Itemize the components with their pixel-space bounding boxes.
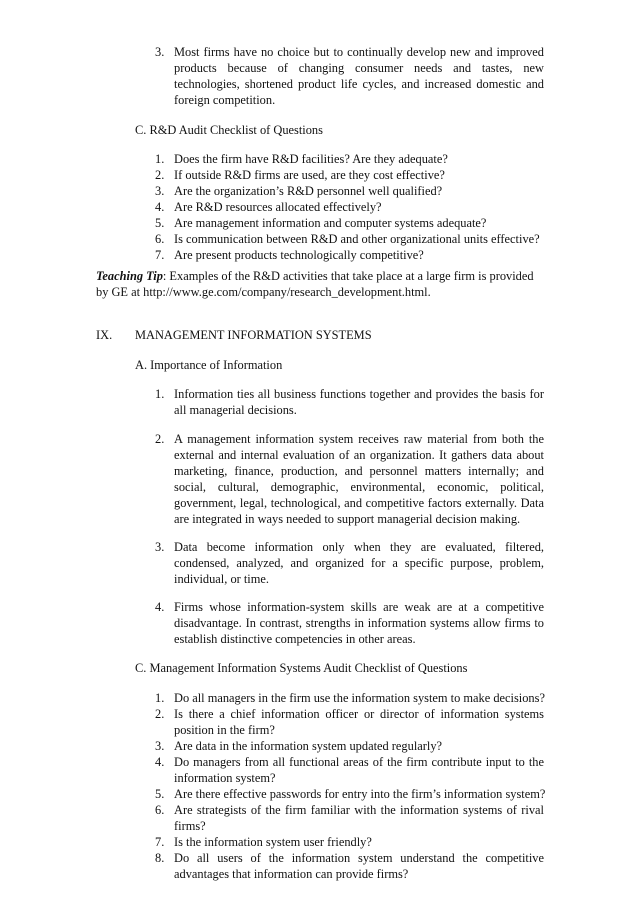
list-number: 1. — [155, 691, 165, 705]
list-number: 3. — [155, 45, 165, 59]
paragraph-line: Data become information only when they are evaluated, filtered, — [174, 540, 544, 554]
paragraph-line: external and internal evaluation of an organization. It gathers data about — [174, 448, 544, 462]
list-number: 3. — [155, 540, 165, 554]
list-number: 4. — [155, 600, 165, 614]
list-number: 2. — [155, 432, 165, 446]
teaching-tip-text: by GE at http://www.ge.com/company/research_development.html. — [96, 285, 431, 299]
list-number: 3. — [155, 184, 165, 198]
list-number: 7. — [155, 835, 165, 849]
list-item: Do managers from all functional areas of the firm contribute input to the — [174, 755, 544, 769]
list-number: 3. — [155, 739, 165, 753]
paragraph-line: marketing, finance, production, and personnel matters internally; and — [174, 464, 544, 478]
paragraph-line: products because of changing consumer needs and tastes, new — [174, 61, 544, 75]
list-item: Are present products technologically competitive? — [174, 248, 424, 262]
list-item: Are strategists of the firm familiar with the information systems of rival — [174, 803, 544, 817]
paragraph-line: government, legal, technological, and competitive factors externally. Data — [174, 496, 544, 510]
teaching-tip-text: : Examples of the R&D activities that take place at a large firm is provided — [162, 269, 534, 283]
list-item: information system? — [174, 771, 276, 785]
list-item: Do all users of the information system understand the competitive — [174, 851, 544, 865]
paragraph-line: all managerial decisions. — [174, 403, 297, 417]
subsection-heading: A. Importance of Information — [135, 358, 283, 372]
list-number: 6. — [155, 803, 165, 817]
paragraph-line: Firms whose information-system skills are weak are at a competitive — [174, 600, 544, 614]
list-number: 2. — [155, 707, 165, 721]
teaching-tip — [96, 268, 544, 284]
list-number: 4. — [155, 200, 165, 214]
paragraph-line: are integrated in ways needed to support managerial decision making. — [174, 512, 521, 526]
paragraph-line: Most firms have no choice but to continually develop new and improved — [174, 45, 544, 59]
section-heading: C. R&D Audit Checklist of Questions — [135, 123, 323, 137]
list-item: advantages that information can provide firms? — [174, 867, 409, 881]
paragraph-line: A management information system receives raw material from both the — [174, 432, 544, 446]
section-title: MANAGEMENT INFORMATION SYSTEMS — [135, 328, 372, 342]
section-numeral: IX. — [96, 328, 113, 342]
list-item: firms? — [174, 819, 206, 833]
list-item: Is the information system user friendly? — [174, 835, 372, 849]
list-item: Are management information and computer systems adequate? — [174, 216, 487, 230]
list-item: Is there a chief information officer or director of information systems — [174, 707, 544, 721]
list-number: 1. — [155, 152, 165, 166]
paragraph-line: disadvantage. In contrast, strengths in information systems allow firms to — [174, 616, 544, 630]
list-item: Do all managers in the firm use the information system to make decisions? — [174, 691, 545, 705]
paragraph-line: condensed, analyzed, and organized for a specific purpose, problem, — [174, 556, 544, 570]
list-number: 4. — [155, 755, 165, 769]
list-number: 5. — [155, 787, 165, 801]
list-item: Is communication between R&D and other organizational units effective? — [174, 232, 540, 246]
subsection-heading: C. Management Information Systems Audit Checklist of Questions — [135, 661, 468, 675]
list-number: 8. — [155, 851, 165, 865]
list-number: 7. — [155, 248, 165, 262]
list-item: Are the organization’s R&D personnel well qualified? — [174, 184, 443, 198]
list-item: Does the firm have R&D facilities? Are they adequate? — [174, 152, 448, 166]
list-item: position in the firm? — [174, 723, 275, 737]
list-item: Are there effective passwords for entry into the firm’s information system? — [174, 787, 546, 801]
paragraph-line: individual, or time. — [174, 572, 269, 586]
list-number: 6. — [155, 232, 165, 246]
paragraph-line: foreign competition. — [174, 93, 276, 107]
list-number: 5. — [155, 216, 165, 230]
list-item: Are R&D resources allocated effectively? — [174, 200, 382, 214]
paragraph-line: technologies, shortened product life cycles, and increased domestic and — [174, 77, 544, 91]
list-number: 1. — [155, 387, 165, 401]
paragraph-line: social, cultural, demographic, environmental, economic, political, — [174, 480, 544, 494]
teaching-tip-label: Teaching Tip — [96, 269, 163, 283]
list-item: If outside R&D firms are used, are they cost effective? — [174, 168, 445, 182]
list-item: Are data in the information system updated regularly? — [174, 739, 443, 753]
paragraph-line: establish distinctive competencies in other areas. — [174, 632, 416, 646]
paragraph-line: Information ties all business functions together and provides the basis for — [174, 387, 544, 401]
list-number: 2. — [155, 168, 165, 182]
